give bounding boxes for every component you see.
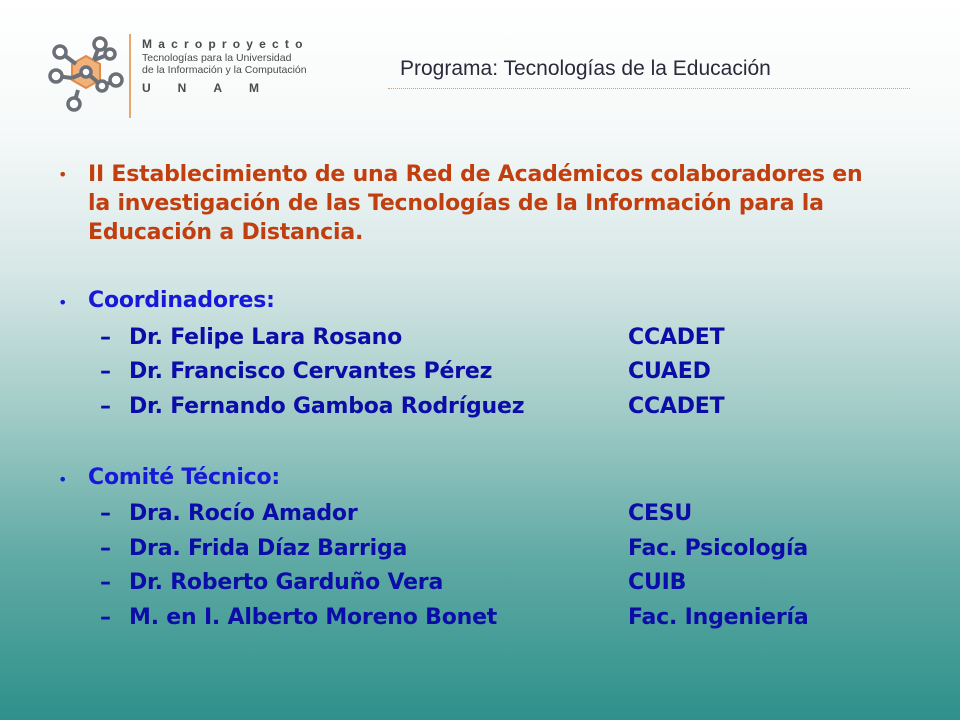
member-institution: CESU bbox=[628, 501, 693, 526]
program-title: Programa: Tecnologías de la Educación bbox=[400, 57, 771, 80]
member-name: Dra. Rocío Amador bbox=[129, 501, 358, 526]
dash-icon: – bbox=[100, 501, 111, 526]
member-institution: Fac. Ingeniería bbox=[628, 605, 809, 630]
coordinadores-title: Coordinadores: bbox=[88, 288, 275, 313]
dash-icon: – bbox=[100, 325, 111, 350]
member-name: Dr. Francisco Cervantes Pérez bbox=[129, 359, 493, 384]
list-item bbox=[100, 570, 900, 600]
list-item bbox=[100, 359, 900, 389]
list-item bbox=[100, 605, 900, 635]
member-institution: CUIB bbox=[628, 570, 687, 595]
logo-line-1: Tecnologías para la Universidad bbox=[142, 52, 292, 64]
dash-icon: – bbox=[100, 536, 111, 561]
logo-title: Macroproyecto bbox=[142, 37, 309, 51]
member-name: Dr. Felipe Lara Rosano bbox=[129, 325, 403, 350]
slide-heading: II Establecimiento de una Red de Académicos colaboradores en la investigación de las Tecnologías de la Información para la Educación a Distancia. bbox=[88, 162, 863, 245]
bullet-icon: • bbox=[58, 293, 68, 312]
dash-icon: – bbox=[100, 605, 111, 630]
logo-line-2: de la Información y la Computación bbox=[142, 64, 307, 76]
list-item bbox=[100, 325, 900, 355]
member-institution: Fac. Psicología bbox=[628, 536, 808, 561]
member-name: M. en I. Alberto Moreno Bonet bbox=[129, 605, 498, 630]
dash-icon: – bbox=[100, 570, 111, 595]
comite-title: Comité Técnico: bbox=[88, 465, 281, 490]
dash-icon: – bbox=[100, 394, 111, 419]
list-item bbox=[100, 536, 900, 566]
dash-icon: – bbox=[100, 359, 111, 384]
bullet-icon: • bbox=[58, 470, 68, 489]
member-institution: CCADET bbox=[628, 394, 725, 419]
list-item bbox=[100, 394, 900, 424]
member-name: Dr. Fernando Gamboa Rodríguez bbox=[129, 394, 525, 419]
list-item bbox=[100, 501, 900, 531]
member-name: Dra. Frida Díaz Barriga bbox=[129, 536, 408, 561]
member-institution: CUAED bbox=[628, 359, 711, 384]
bullet-icon: • bbox=[58, 165, 68, 184]
member-institution: CCADET bbox=[628, 325, 725, 350]
logo-unam: UNAM bbox=[142, 81, 286, 95]
member-name: Dr. Roberto Garduño Vera bbox=[129, 570, 444, 595]
